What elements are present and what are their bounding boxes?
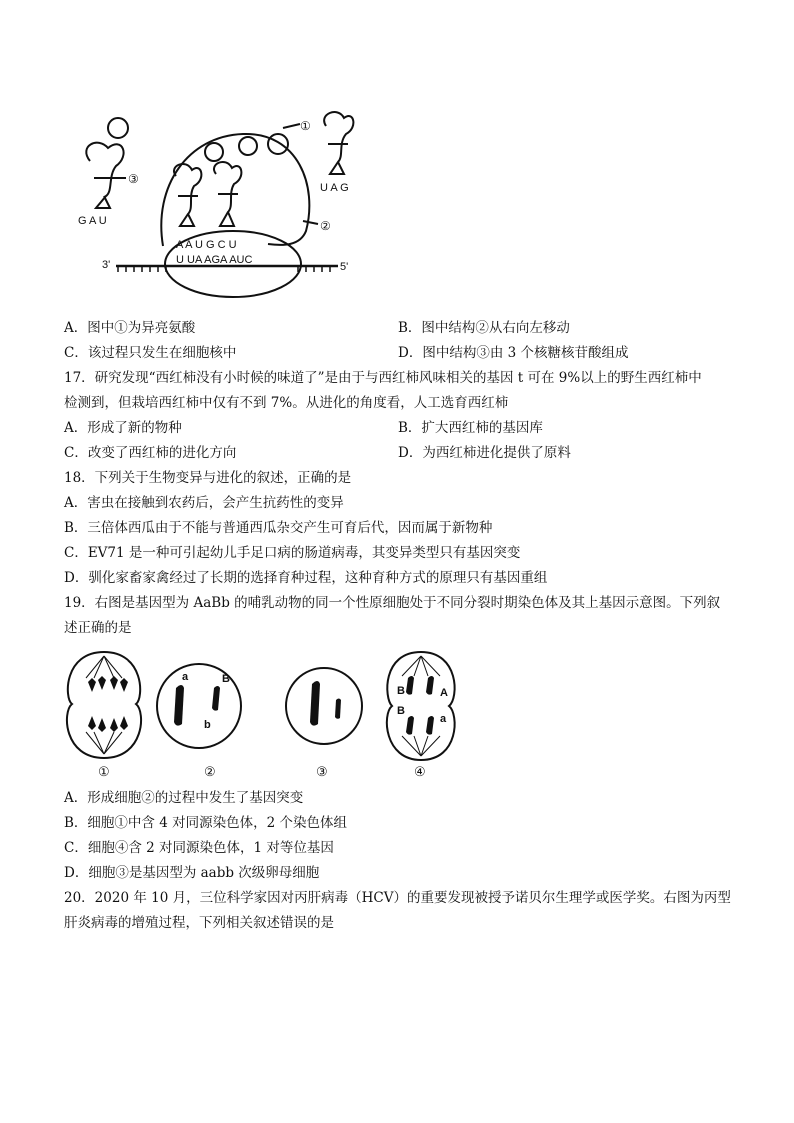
label-c3: ③ [128,172,139,186]
q16-option-c: C．该过程只发生在细胞核中 [64,345,237,361]
trna-center-2 [214,162,241,226]
trna-left [86,143,123,208]
ribosome-large-subunit [161,134,309,246]
q18-option-b: B．三倍体西瓜由于不能与普通西瓜杂交产生可育后代，因而属于新物种 [64,520,493,536]
gene-label-a-cell4: a [440,713,447,725]
q17-option-b: B．扩大西红柿的基因库 [398,420,543,436]
q17-stem-line2: 检测到，但栽培西红柿中仅有不到 7%。从进化的角度看，人工选育西红柿 [64,395,509,411]
label-c1: ① [300,119,311,133]
q19-stem-line2: 述正确的是 [64,620,132,636]
q16-option-d: D．图中结构③由 3 个核糖核苷酸组成 [398,345,629,361]
q20-stem-line1: 20．2020 年 10 月，三位科学家因对丙肝病毒（HCV）的重要发现被授予诺贝尔生理学或医学奖。右图为丙型 [64,890,731,906]
mrna-end-5: 5' [340,261,349,273]
gene-label-A-cell4: A [440,687,448,699]
q19-option-d: D．细胞③是基因型为 aabb 次级卵母细胞 [64,865,320,881]
cell-division-figure [64,648,464,783]
q17-stem-line1: 17．研究发现“西红柿没有小时候的味道了”是由于与西红柿风味相关的基因 t 可在 9%以上的野生西红柿中 [64,370,702,386]
q18-option-c: C．EV71 是一种可引起幼儿手足口病的肠道病毒，其变异类型只有基因突变 [64,545,521,561]
cell-2-number: ② [204,764,216,779]
gene-label-b-cell2: b [204,719,211,731]
q19-stem-line1: 19．右图是基因型为 AaBb 的哺乳动物的同一个性原细胞处于不同分裂时期染色体及其上基因示意图。下列叙 [64,595,721,611]
translation-figure [68,96,368,306]
q17-option-c: C．改变了西红柿的进化方向 [64,445,237,461]
label-c2: ② [320,219,331,233]
q18-stem: 18．下列关于生物变异与进化的叙述，正确的是 [64,470,352,486]
q19-option-a: A．形成细胞②的过程中发生了基因突变 [64,790,304,806]
q17-option-d: D．为西红柿进化提供了原料 [398,445,571,461]
gene-label-B-cell4-top: B [397,685,405,697]
cell-1-number: ① [98,764,110,779]
gene-label-a-cell2: a [182,671,189,683]
gene-label-B-cell4-bottom: B [397,705,405,717]
q19-option-b: B．细胞①中含 4 对同源染色体，2 个染色体组 [64,815,347,831]
q18-option-a: A．害虫在接触到农药后，会产生抗药性的变异 [64,495,344,511]
cell-1-membrane [67,652,141,758]
cell-4-number: ④ [414,764,426,779]
anticodon-left: G A U [78,215,107,227]
anticodon-right: U A G [320,182,349,194]
gene-label-B-cell2: B [222,673,230,685]
cell-3-number: ③ [316,764,328,779]
q20-stem-line2: 肝炎病毒的增殖过程，下列相关叙述错误的是 [64,915,334,931]
q16-option-b: B．图中结构②从右向左移动 [398,320,570,336]
q17-option-a: A．形成了新的物种 [64,420,182,436]
cell-3-membrane [286,668,362,744]
q16-option-a: A．图中①为异亮氨酸 [64,320,196,336]
q18-option-d: D．驯化家畜家禽经过了长期的选择育种过程，这种育种方式的原理只有基因重组 [64,570,548,586]
anticodon-center: A A U G C U [176,239,237,251]
q19-option-c: C．细胞④含 2 对同源染色体，1 对等位基因 [64,840,334,856]
trna-center-1 [174,164,201,226]
mrna-end-3: 3' [102,259,111,271]
trna-right [324,112,353,174]
mrna-codons: U UA AGA AUC [176,254,253,266]
